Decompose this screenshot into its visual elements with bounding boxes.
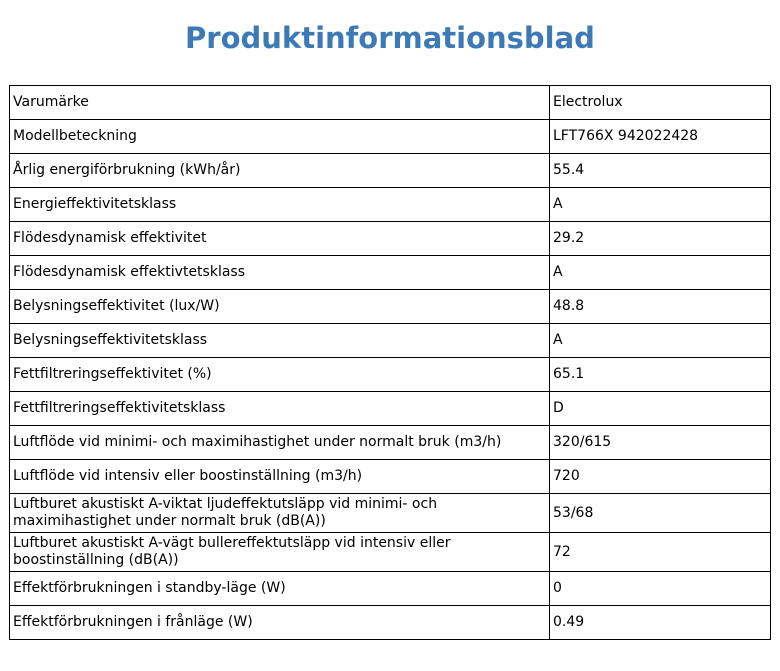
row-label: Flödesdynamisk effektivtetsklass [10,256,550,290]
row-label: Luftburet akustiskt A-vägt bullereffektutsläpp vid intensiv eller boostinställning (dB(A)) [10,533,550,572]
row-label: Flödesdynamisk effektivitet [10,222,550,256]
row-label: Luftburet akustiskt A-viktat ljudeffektutsläpp vid minimi- och maximihastighet under normalt bruk (dB(A)) [10,494,550,533]
row-value: A [550,256,771,290]
table-row [10,572,771,606]
table-row [10,392,771,426]
table-row [10,324,771,358]
table-row [10,222,771,256]
row-label: Effektförbrukningen i standby-läge (W) [10,572,550,606]
row-value: 320/615 [550,426,771,460]
table-row [10,533,771,572]
row-value: 720 [550,460,771,494]
page-title: Produktinformationsblad [185,21,595,55]
table-row [10,256,771,290]
row-label: Energieffektivitetsklass [10,188,550,222]
row-value: 0.49 [550,606,771,640]
table-row [10,494,771,533]
table-row [10,154,771,188]
table-row [10,86,771,120]
row-label: Fettfiltreringseffektivitetsklass [10,392,550,426]
row-label: Varumärke [10,86,550,120]
table-row [10,290,771,324]
row-value: 55.4 [550,154,771,188]
product-info-table [9,85,771,640]
table-row [10,606,771,640]
table-row [10,460,771,494]
row-value: 29.2 [550,222,771,256]
table-row [10,358,771,392]
row-label: Luftflöde vid intensiv eller boostinställning (m3/h) [10,460,550,494]
row-value: A [550,188,771,222]
row-value: LFT766X 942022428 [550,120,771,154]
row-label: Effektförbrukningen i frånläge (W) [10,606,550,640]
table-row [10,426,771,460]
table-row [10,188,771,222]
row-value: 53/68 [550,494,771,533]
row-label: Årlig energiförbrukning (kWh/år) [10,154,550,188]
row-value: 48.8 [550,290,771,324]
row-label: Belysningseffektivitet (lux/W) [10,290,550,324]
table-row [10,120,771,154]
row-label: Belysningseffektivitetsklass [10,324,550,358]
row-value: Electrolux [550,86,771,120]
row-value: 72 [550,533,771,572]
row-label: Modellbeteckning [10,120,550,154]
row-label: Luftflöde vid minimi- och maximihastighet under normalt bruk (m3/h) [10,426,550,460]
row-label: Fettfiltreringseffektivitet (%) [10,358,550,392]
row-value: 0 [550,572,771,606]
row-value: A [550,324,771,358]
row-value: 65.1 [550,358,771,392]
row-value: D [550,392,771,426]
